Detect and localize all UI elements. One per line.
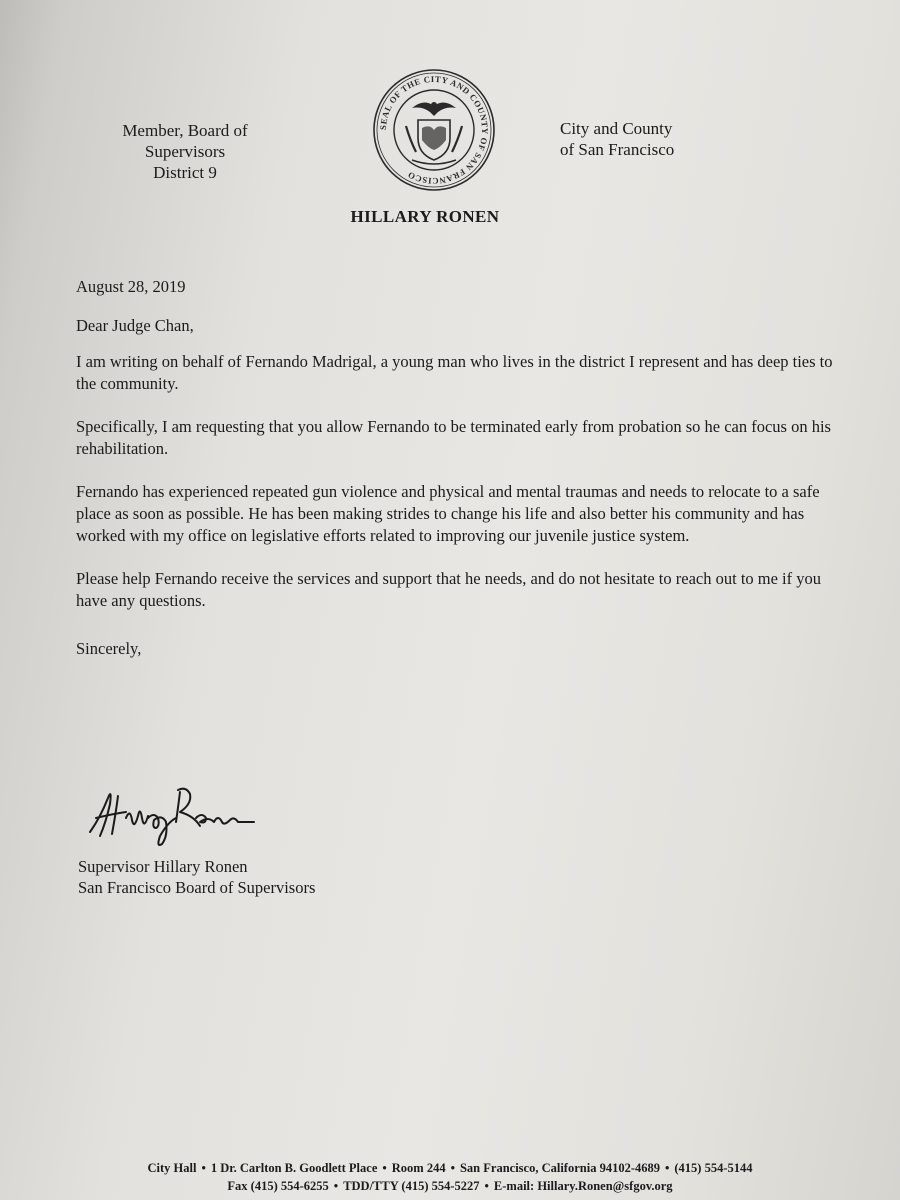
letterhead-right-line: City and County — [560, 119, 673, 138]
letterhead-city-title — [560, 118, 740, 160]
letterhead-left-line: Supervisors — [144, 142, 226, 161]
letter-paragraph: Fernando has experienced repeated gun violence and physical and mental traumas and needs to relocate to a safe place as soon as possible. He has been making strides to change his life and also better his community and has worked with my office on legislative efforts related to improving our juvenile justice system. — [76, 482, 820, 545]
footer-email: E-mail: Hillary.Ronen@sfgov.org — [493, 1179, 673, 1193]
letter-paragraph: Please help Fernando receive the services and support that he needs, and do not hesitate to reach out to me if you have any questions. — [76, 569, 822, 610]
signer-organization: San Francisco Board of Supervisors — [78, 878, 316, 897]
letter-salutation: Dear Judge Chan, — [76, 316, 194, 335]
footer-item: TDD/TTY (415) 554-5227 — [343, 1179, 480, 1193]
letter-footer — [40, 1159, 860, 1195]
city-seal-icon — [372, 68, 496, 192]
signer-title: Supervisor Hillary Ronen — [78, 857, 248, 876]
letterhead-member-title — [90, 120, 280, 183]
letterhead-left-line: District 9 — [153, 163, 217, 182]
footer-item: Fax (415) 554-6255 — [227, 1179, 329, 1193]
seal-text: SEAL OF THE CITY AND COUNTY OF SAN FRANCISCO — [377, 73, 491, 187]
footer-contact-line: Fax (415) 554-6255 • TDD/TTY (415) 554-5227 • E-mail: Hillary.Ronen@sfgov.org — [227, 1179, 673, 1193]
svg-text:SEAL OF THE CITY AND COUNTY OF — [378, 74, 490, 186]
footer-address-line: City Hall • 1 Dr. Carlton B. Goodlett Place • Room 244 • San Francisco, California 94102-4689 • (415) 554-5144 — [147, 1161, 753, 1175]
letter-closing: Sincerely, — [76, 639, 142, 658]
footer-item: (415) 554-5144 — [674, 1161, 753, 1175]
footer-item: San Francisco, California 94102-4689 — [459, 1161, 660, 1175]
letter-paragraph: I am writing on behalf of Fernando Madrigal, a young man who lives in the district I represent and has deep ties to the community. — [76, 352, 833, 393]
letter-body — [76, 276, 836, 660]
letterhead-left-line: Member, Board of — [122, 121, 248, 140]
footer-item: City Hall — [147, 1161, 197, 1175]
footer-item: 1 Dr. Carlton B. Goodlett Place — [210, 1161, 378, 1175]
footer-item: Room 244 — [391, 1161, 446, 1175]
letterhead-name: HILLARY RONEN — [350, 207, 500, 226]
signature-icon — [82, 778, 262, 852]
letter-paragraph: Specifically, I am requesting that you allow Fernando to be terminated early from probation so he can focus on his rehabilitation. — [76, 417, 831, 458]
letterhead-right-line: of San Francisco — [560, 140, 675, 159]
signer-block — [78, 856, 315, 898]
letter-date: August 28, 2019 — [76, 277, 186, 296]
